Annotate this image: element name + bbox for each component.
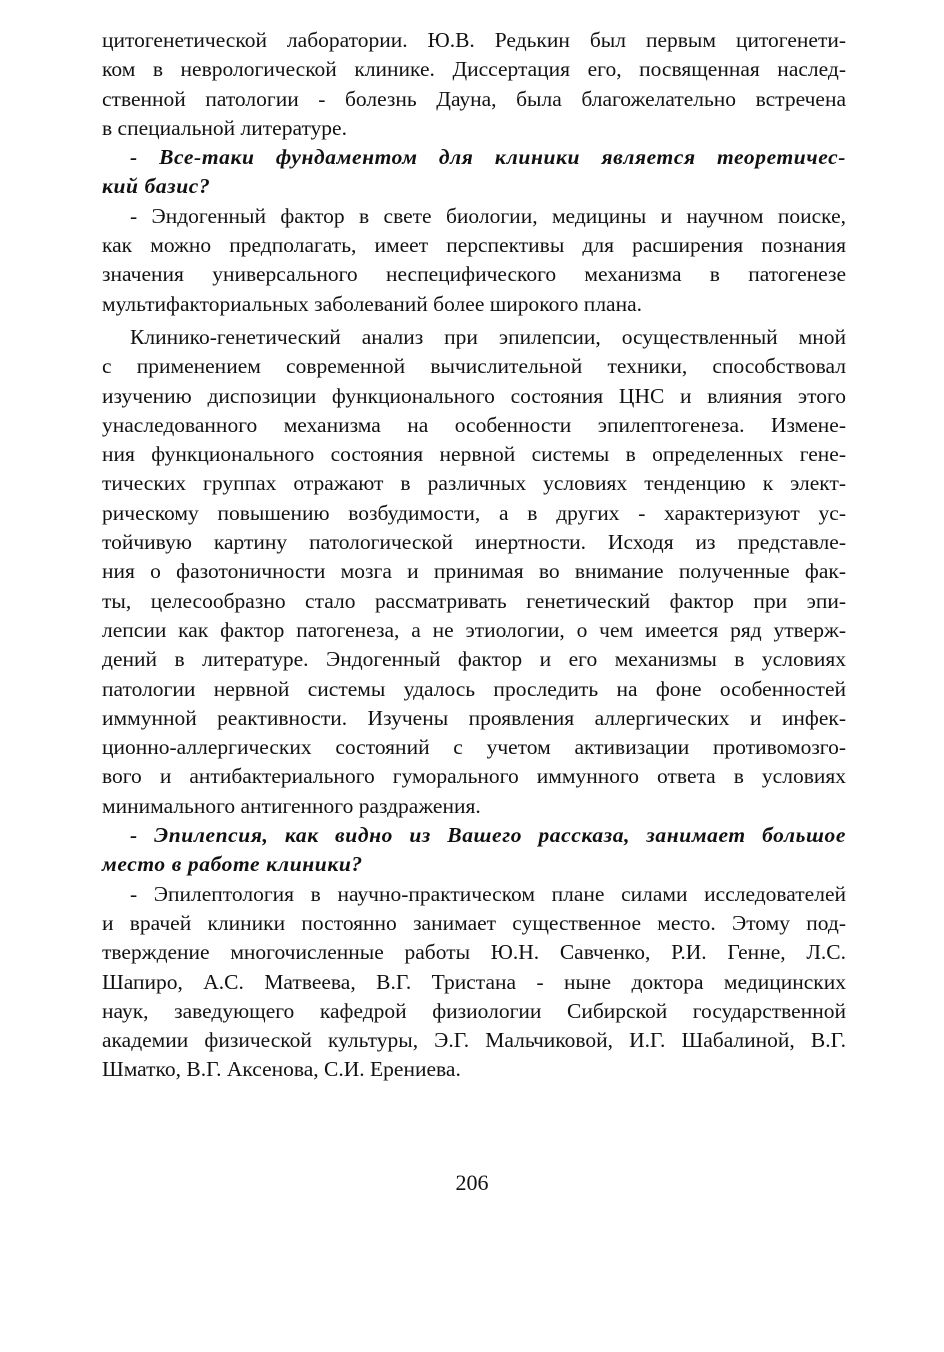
interview-question — [102, 821, 846, 880]
text-line: патологии нервной системы удалось проследить на фоне особенностей — [102, 676, 846, 701]
text-line: унаследованного механизма на особенности эпилептогенеза. Измене- — [102, 412, 846, 437]
text-line: кий базис? — [102, 174, 211, 199]
text-line: академии физической культуры, Э.Г. Мальчиковой, И.Г. Шабалиной, В.Г. — [102, 1028, 846, 1053]
text-line: в специальной литературе. — [102, 115, 347, 140]
text-line: - Эндогенный фактор в свете биологии, медицины и научном поиске, — [130, 203, 846, 228]
paragraph — [102, 323, 846, 821]
text-line: ния о фазотоничности мозга и принимая во внимание полученные фак- — [102, 559, 846, 584]
text-line: значения универсального неспецифического механизма в патогенезе — [102, 262, 846, 287]
text-line: лепсии как фактор патогенеза, а не этиологии, о чем имеется ряд утверж- — [102, 617, 846, 642]
interview-question — [102, 143, 846, 202]
text-line: мультифакториальных заболеваний более широкого плана. — [102, 291, 643, 316]
page-number: 206 — [455, 1170, 489, 1195]
text-line: тических группах отражают в различных условиях тенденцию к элект- — [102, 471, 846, 496]
text-line: с применением современной вычислительной техники, способствовал — [102, 354, 846, 379]
text-line: наук, заведующего кафедрой физиологии Сибирской государственной — [102, 998, 846, 1023]
text-line: Шапиро, А.С. Матвеева, В.Г. Тристана - ныне доктора медицинских — [102, 969, 846, 994]
text-line: и врачей клиники постоянно занимает существенное место. Этому под- — [102, 910, 846, 935]
text-line: ственной патологии - болезнь Дауна, была благожелательно встречена — [102, 86, 846, 111]
text-line: - Эпилептология в научно-практическом плане силами исследователей — [130, 881, 846, 906]
text-line: Шматко, В.Г. Аксенова, С.И. Ерениева. — [102, 1057, 461, 1082]
text-line: тойчивую картину патологической инертности. Исходя из представле- — [102, 530, 846, 555]
text-line: - Все-таки фундаментом для клиники является теоретичес- — [130, 145, 846, 170]
text-line: ционно-аллергических состояний с учетом активизации противомозго- — [102, 735, 846, 760]
text-line: дений в литературе. Эндогенный фактор и его механизмы в условиях — [102, 647, 846, 672]
paragraph — [102, 202, 846, 319]
text-line: ния функционального состояния нервной системы в определенных гене- — [102, 442, 846, 467]
text-line: вого и антибактериального гуморального иммунного ответа в условиях — [102, 764, 846, 789]
paragraph — [102, 26, 846, 143]
text-line: ты, целесообразно стало рассматривать генетический фактор при эпи- — [102, 588, 846, 613]
text-line: минимального антигенного раздражения. — [102, 793, 481, 818]
text-line: цитогенетической лаборатории. Ю.В. Редькин был первым цитогенети- — [102, 28, 846, 52]
text-line: тверждение многочисленные работы Ю.Н. Савченко, Р.И. Генне, Л.С. — [102, 940, 846, 965]
text-line: Клинико-генетический анализ при эпилепсии, осуществленный мной — [130, 324, 846, 349]
text-line: иммунной реактивности. Изучены проявления аллергических и инфек- — [102, 705, 846, 730]
text-line: как можно предполагать, имеет перспективы для расширения познания — [102, 233, 846, 258]
text-line: место в работе клиники? — [102, 852, 363, 877]
text-line: - Эпилепсия, как видно из Вашего рассказа, занимает большое — [130, 823, 846, 848]
paragraph — [102, 880, 846, 1085]
text-line: рическому повышению возбудимости, а в других - характеризуют ус- — [102, 500, 846, 525]
page-body — [102, 26, 846, 1085]
text-line: изучению диспозиции функционального состояния ЦНС и влияния этого — [102, 383, 846, 408]
text-line: ком в неврологической клинике. Диссертация его, посвященная наслед- — [102, 57, 846, 82]
